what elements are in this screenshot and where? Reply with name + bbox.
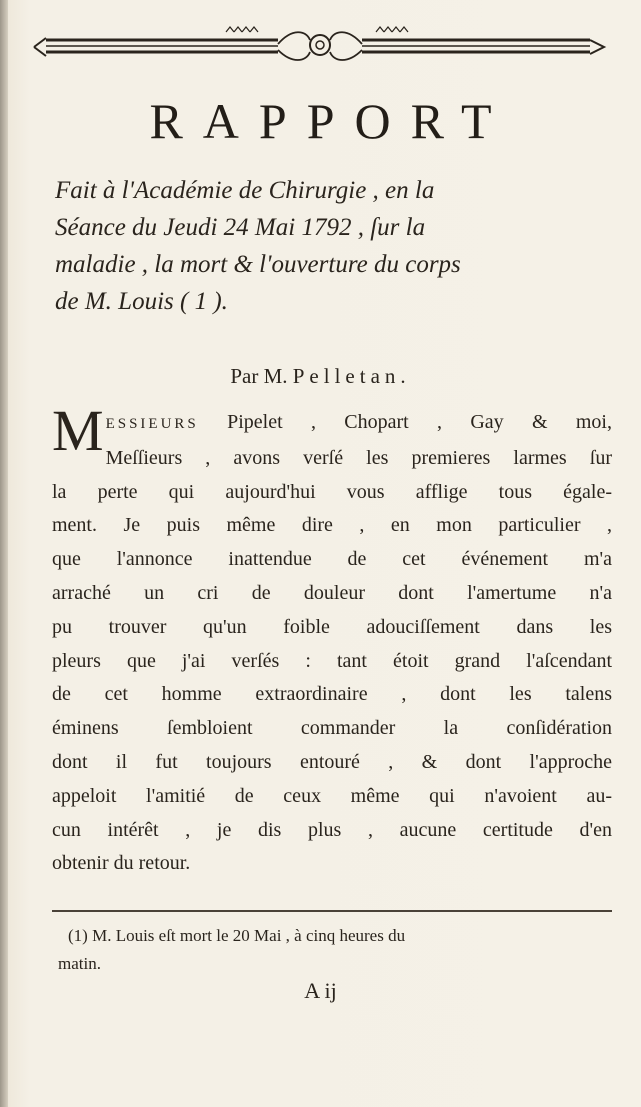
body-line: ment. Je puis même dire , en mon particulier , <box>52 514 612 537</box>
subtitle-line: Séance du Jeudi 24 Mai 1792 , ſur la <box>55 214 426 241</box>
body-line: pleurs que j'ai verſés : tant étoit grand l'aſcendant <box>52 649 612 672</box>
byline <box>0 364 641 389</box>
body-line: ESSIEURS Pipelet , Chopart , Gay & moi, <box>105 411 612 433</box>
subtitle-line: maladie , la mort & l'ouverture du corps <box>55 251 461 278</box>
body-line: pu trouver qu'un foible adouciſſement dans les <box>52 615 612 638</box>
drop-cap: M <box>52 398 104 463</box>
body-line: dont il fut toujours entouré , & dont l'approche <box>52 750 612 773</box>
body-line: la perte qui aujourd'hui vous afflige tous égale- <box>52 480 612 503</box>
subtitle <box>55 172 615 320</box>
body-line: Meſſieurs , avons verſé les premieres larmes ſur <box>105 446 612 469</box>
byline-prefix: Par M. <box>230 364 288 388</box>
book-spine <box>0 0 8 1107</box>
byline-author: Pelletan. <box>292 364 411 388</box>
subtitle-line: de M. Louis ( 1 ). <box>55 288 228 315</box>
body-line: que l'annonce inattendue de cet événement m'a <box>52 548 612 571</box>
footnote-rule <box>52 910 612 912</box>
body-line: appeloit l'amitié de ceux même qui n'avoient au- <box>52 784 612 807</box>
first-word-smallcaps: ESSIEURS <box>105 416 199 432</box>
header-ornament <box>30 22 610 72</box>
footnote-line: (1) M. Louis eſt mort le 20 Mai , à cinq heures du <box>68 926 406 945</box>
page-title: RAPPORT <box>149 93 512 149</box>
body-line: éminens ſembloient commander la conſidération <box>52 717 612 740</box>
signature-mark: A ij <box>304 978 337 1003</box>
body-line: cun intérêt , je dis plus , aucune certitude d'en <box>52 818 612 841</box>
body-text <box>52 398 612 881</box>
body-line: de cet homme extraordinaire , dont les talens <box>52 683 612 706</box>
subtitle-line: Fait à l'Académie de Chirurgie , en la <box>55 177 435 204</box>
body-line: arraché un cri de douleur dont l'amertume n'a <box>52 581 612 604</box>
footnote-line: matin. <box>58 954 101 973</box>
footnote <box>58 922 610 978</box>
body-line: obtenir du retour. <box>52 852 191 875</box>
